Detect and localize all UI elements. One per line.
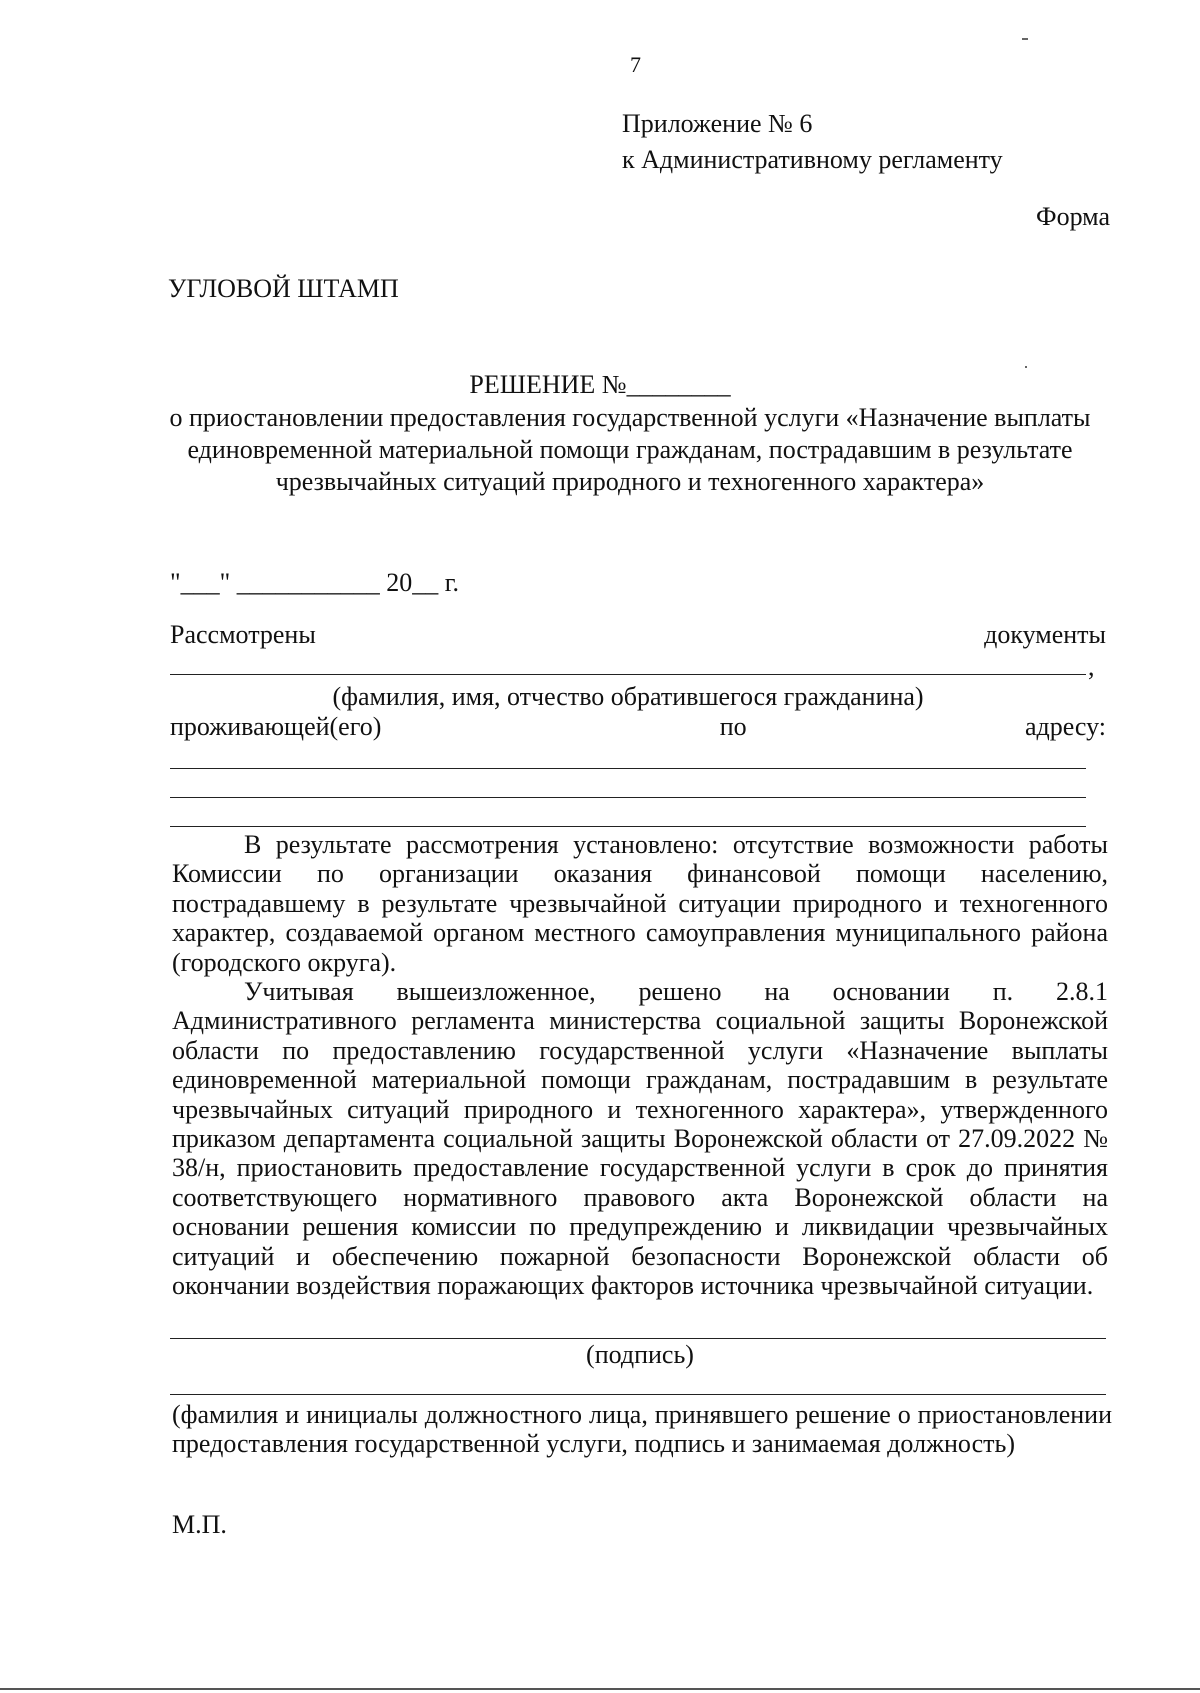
seal-label: М.П. [172, 1510, 227, 1539]
official-line [170, 1394, 1106, 1395]
corner-stamp-label: УГЛОВОЙ ШТАМП [168, 274, 399, 303]
appendix-header [622, 106, 1003, 178]
signature-line [170, 1338, 1106, 1339]
trailing-comma: , [1088, 652, 1095, 681]
considered-row [170, 620, 1106, 650]
body-paragraph-1: В результате рассмотрения установлено: отсутствие возможности работы Комиссии по организации оказания финансовой помощи населению, пострадавшему в результате чрезвычайной ситуации природного и техногенного характер, создаваемой органом местного самоуправления муниципального района (городского округа). [172, 830, 1108, 977]
address-row [170, 712, 1106, 742]
form-label: Форма [1036, 202, 1110, 231]
page-number: 7 [630, 52, 641, 77]
signature-hint: (подпись) [586, 1340, 694, 1369]
address-label: адресу: [1024, 712, 1106, 741]
applicant-name-line [170, 674, 1086, 675]
appendix-line-2: к Административному регламенту [622, 145, 1003, 174]
decision-title: РЕШЕНИЕ №________ [469, 370, 731, 399]
residing-label: проживающей(его) [170, 712, 382, 741]
applicant-name-hint: (фамилия, имя, отчество обратившегося гражданина) [332, 682, 924, 711]
official-hint: (фамилия и инициалы должностного лица, принявшего решение о приостановлении предоставления государственной услуги, подпись и занимаемая должность) [172, 1400, 1112, 1458]
scan-speck [1022, 38, 1028, 40]
body-paragraph-2: Учитывая вышеизложенное, решено на основании п. 2.8.1 Административного регламента министерства социальной защиты Воронежской области по предоставлению государственной услуги «Назначение выплаты единовременной материальной помощи гражданам, пострадавшим в результате чрезвычайных ситуаций природного и техногенного характера», утвержденного приказом департамента социальной защиты Воронежской области от 27.09.2022 № 38/н, приостановить предоставление государственной услуги в срок до принятия соответствующего нормативного правового акта Воронежской области на основании решения комиссии по предупреждению и ликвидации чрезвычайных ситуаций и обеспечению пожарной безопасности Воронежской области об окончании воздействия поражающих факторов источника чрезвычайной ситуации. [172, 977, 1108, 1301]
by-label: по [719, 712, 747, 741]
decision-subtitle: о приостановлении предоставления государственной услуги «Назначение выплаты единовременной материальной помощи гражданам, пострадавшим в результате чрезвычайных ситуаций природного и техногенного характера» [169, 403, 1091, 496]
page-bottom-edge [0, 1688, 1200, 1690]
appendix-line-1: Приложение № 6 [622, 109, 813, 138]
scan-speck [1025, 366, 1027, 368]
address-line-1 [170, 768, 1086, 769]
address-line-3 [170, 826, 1086, 827]
considered-label: Рассмотрены [170, 620, 316, 649]
address-line-2 [170, 797, 1086, 798]
documents-label: документы [984, 620, 1106, 649]
date-line: "___" ___________ 20__ г. [170, 568, 459, 597]
decision-body [172, 830, 1108, 1301]
